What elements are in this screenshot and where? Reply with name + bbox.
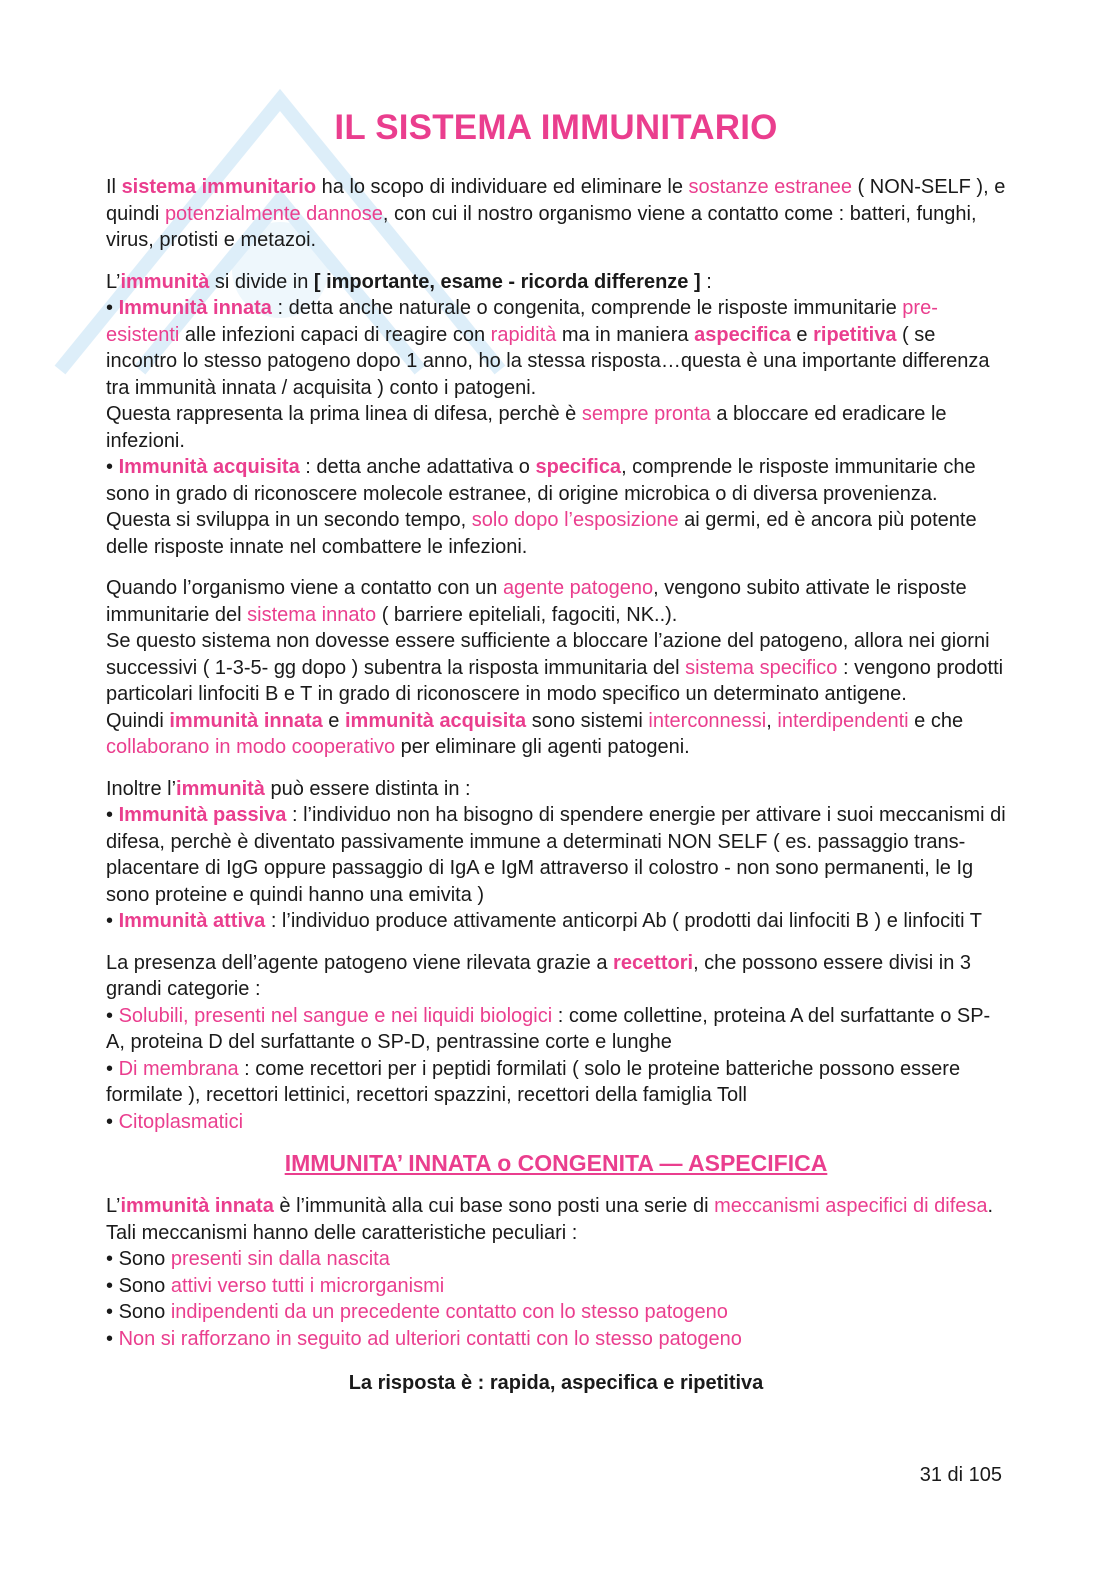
highlight: solo dopo l’esposizione bbox=[471, 509, 679, 531]
highlight: potenzialmente dannose bbox=[164, 202, 383, 225]
text: Sono bbox=[118, 1274, 171, 1297]
highlight: immunità bbox=[176, 777, 265, 800]
text: per eliminare gli agenti patogeni. bbox=[395, 736, 690, 758]
text: : detta anche adattativa o bbox=[299, 456, 536, 478]
list-item-citoplasmatici bbox=[106, 1109, 1006, 1136]
highlight: meccanismi aspecifici di difesa bbox=[714, 1195, 988, 1217]
text: : l’individuo non ha bisogno di spendere energie per attivare i suoi meccanismi di difesa, perchè è diventato passivamente immune a determinati NON SELF ( es. passaggio trans-placentare di IgG oppure passaggio di IgA e IgM attraverso il colostro - non sono permanenti, le Ig sono proteine e quindi hanno una emivita ) bbox=[106, 804, 1006, 906]
intro-paragraph bbox=[106, 174, 1006, 254]
distinction-block bbox=[106, 776, 1006, 935]
text: Se questo sistema non dovesse essere sufficiente a bloccare l’azione del patogeno, allora nei giorni successivi ( 1-3-5- gg dopo ) subentra la risposta immunitaria del bbox=[106, 630, 990, 679]
highlight: ripetitiva bbox=[813, 323, 897, 346]
text: Quando l’organismo viene a contatto con un bbox=[106, 577, 503, 599]
highlight: sistema innato bbox=[247, 603, 377, 626]
highlight: immunità innata bbox=[120, 1195, 274, 1217]
immunity-types-list bbox=[106, 295, 1006, 401]
text: e bbox=[790, 323, 814, 346]
page-number: 31 di 105 bbox=[919, 1464, 1002, 1486]
highlight: Immunità attiva bbox=[118, 910, 266, 932]
text: e bbox=[322, 709, 345, 732]
highlight: immunità acquisita bbox=[344, 709, 527, 732]
highlight: Immunità passiva bbox=[118, 804, 287, 826]
text: alle infezioni capaci di reagire con bbox=[179, 323, 491, 346]
highlight: Di membrana bbox=[118, 1057, 239, 1080]
highlight: sempre pronta bbox=[581, 403, 711, 425]
highlight: aspecifica bbox=[694, 323, 791, 346]
highlight: collaborano in modo cooperativo bbox=[106, 736, 396, 758]
text: : bbox=[700, 270, 712, 293]
text: : vengono prodotti particolari linfociti B e T in grado di riconoscere in modo specifico un determinato antigene. bbox=[106, 656, 1004, 705]
highlight: attivi verso tutti i microrganismi bbox=[170, 1274, 445, 1297]
passive-active-list bbox=[106, 802, 1006, 935]
text: L’ bbox=[106, 1195, 121, 1217]
text: : l’individuo produce attivamente anticorpi Ab ( prodotti dai linfociti B ) e linfociti T bbox=[265, 910, 982, 932]
text: . Tali meccanismi hanno delle caratteristiche peculiari : bbox=[106, 1195, 994, 1244]
text: ( se incontro lo stesso patogeno dopo 1 anno, ho la stessa risposta…questa è una importante differenza tra immunità innata / acquisita ) conto i patogeni. bbox=[106, 323, 990, 399]
text: L’ bbox=[106, 270, 121, 293]
page-title: IL SISTEMA IMMUNITARIO bbox=[334, 108, 778, 147]
list-item-innata bbox=[106, 295, 1006, 401]
highlight: indipendenti da un precedente contatto con lo stesso patogeno bbox=[170, 1301, 728, 1323]
list-item-passiva bbox=[106, 802, 1006, 908]
list-item bbox=[106, 1299, 1006, 1326]
highlight: rapidità bbox=[490, 323, 557, 346]
text: Il bbox=[106, 176, 122, 198]
text: , vengono subito attivate le risposte immunitarie del bbox=[106, 577, 967, 626]
highlight: Solubili, presenti nel sangue e nei liquidi biologici bbox=[118, 1004, 553, 1027]
text: si divide in bbox=[209, 270, 314, 293]
text: sono sistemi bbox=[526, 709, 649, 732]
summary-line: La risposta è : rapida, aspecifica e ripetitiva bbox=[348, 1372, 764, 1394]
list-item-solubili bbox=[106, 1003, 1006, 1056]
highlight: Immunità innata bbox=[118, 297, 272, 319]
receptors-list bbox=[106, 1003, 1006, 1136]
highlight: interconnessi bbox=[648, 709, 767, 732]
text: , bbox=[766, 709, 778, 732]
text: e che bbox=[908, 709, 964, 732]
text: ( barriere epiteliali, fagociti, NK..). bbox=[376, 603, 678, 626]
bold-note: [ importante, esame - ricorda differenze ] bbox=[313, 270, 701, 293]
highlight: sistema immunitario bbox=[121, 176, 317, 198]
text: Quindi bbox=[106, 709, 170, 732]
highlight: sostanze estranee bbox=[688, 176, 852, 198]
text: , che possono essere divisi in 3 grandi categorie : bbox=[106, 951, 971, 1000]
characteristics-list bbox=[106, 1246, 1006, 1352]
highlight: specifica bbox=[535, 456, 622, 478]
text: è l’immunità alla cui base sono posti una serie di bbox=[273, 1195, 715, 1217]
highlight: Citoplasmatici bbox=[118, 1110, 244, 1133]
highlight: Non si rafforzano in seguito ad ulteriori contatti con lo stesso patogeno bbox=[118, 1327, 742, 1350]
text: Sono bbox=[118, 1248, 171, 1270]
section-heading: IMMUNITA’ INNATA o CONGENITA — ASPECIFICA bbox=[284, 1150, 828, 1176]
document-page bbox=[106, 108, 1006, 1412]
text: ai germi, ed è ancora più potente delle risposte innate nel combattere le infezioni. bbox=[106, 509, 977, 558]
list-item bbox=[106, 1246, 1006, 1273]
highlight: presenti sin dalla nascita bbox=[170, 1248, 390, 1270]
highlight: recettori bbox=[613, 951, 694, 974]
text: ha lo scopo di individuare ed eliminare le bbox=[316, 176, 689, 198]
highlight: Immunità acquisita bbox=[118, 456, 300, 478]
text: Questa rappresenta la prima linea di difesa, perchè è bbox=[106, 403, 582, 425]
text: Inoltre l’ bbox=[106, 777, 177, 800]
list-item-acquisita bbox=[106, 454, 1006, 560]
receptors-block bbox=[106, 950, 1006, 1136]
innate-section bbox=[106, 1193, 1006, 1397]
text: : detta anche naturale o congenita, comprende le risposte immunitarie bbox=[271, 297, 903, 319]
text: : come collettine, proteina A del surfattante o SP-A, proteina D del surfattante o SP-D, pentrassine corte e lunghe bbox=[106, 1004, 991, 1053]
text: a bloccare ed eradicare le infezioni. bbox=[106, 403, 947, 452]
highlight: agente patogeno bbox=[502, 577, 654, 599]
text: Sono bbox=[118, 1301, 171, 1323]
list-item bbox=[106, 1273, 1006, 1300]
highlight: immunità bbox=[120, 270, 210, 293]
list-item bbox=[106, 1326, 1006, 1353]
text: , comprende le risposte immunitarie che sono in grado di riconoscere molecole estranee, di origine microbica o di diversa provenienza. Questa si sviluppa in un secondo tempo, bbox=[106, 456, 976, 531]
list-item-attiva bbox=[106, 908, 1006, 935]
highlight: pre-esistenti bbox=[106, 297, 938, 346]
text: La presenza dell’agente patogeno viene rilevata grazie a bbox=[106, 951, 614, 974]
text: , con cui il nostro organismo viene a contatto come : batteri, funghi, virus, protisti e metazoi. bbox=[106, 202, 977, 251]
text: può essere distinta in : bbox=[264, 777, 471, 800]
contact-paragraph bbox=[106, 575, 1006, 761]
highlight: sistema specifico bbox=[685, 656, 838, 679]
highlight: interdipendenti bbox=[777, 709, 909, 732]
list-item-membrana bbox=[106, 1056, 1006, 1109]
text: ma in maniera bbox=[556, 323, 695, 346]
text: : come recettori per i peptidi formilati ( solo le proteine batteriche possono essere formilate ), recettori lettinici, recettori spazzini, recettori della famiglia Toll bbox=[106, 1057, 961, 1106]
division-block bbox=[106, 269, 1006, 561]
highlight: immunità innata bbox=[169, 709, 323, 732]
text: ( NON-SELF ), e quindi bbox=[106, 176, 1006, 225]
